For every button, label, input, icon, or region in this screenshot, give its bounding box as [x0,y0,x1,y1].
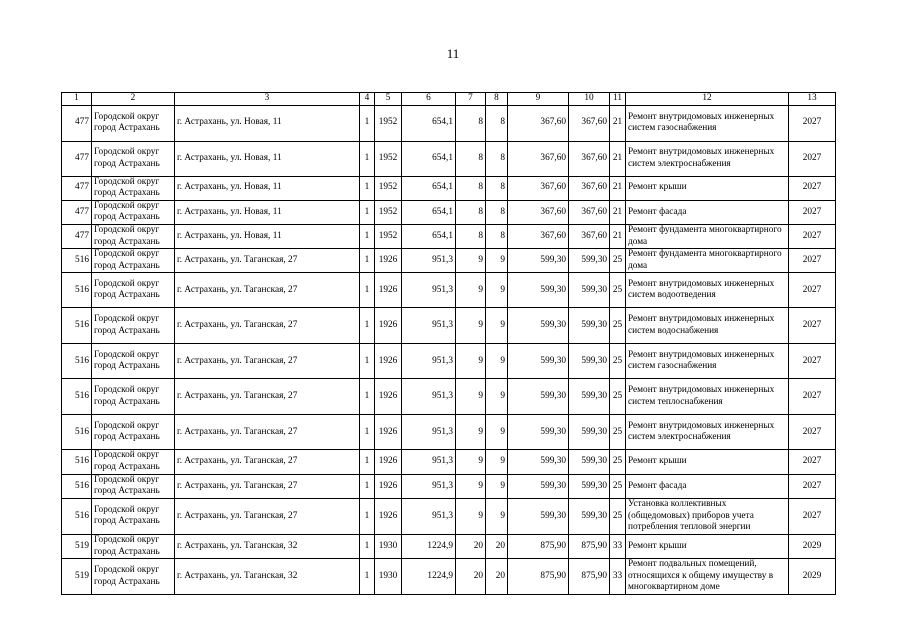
cell-item-number: 519 [62,534,92,558]
cell-item-number: 516 [62,450,92,474]
cell-municipality: Городской округ город Астрахань [92,450,175,474]
cell-work-type: Ремонт внутридомовых инженерных систем газоснабжения [626,105,789,141]
cell-residents-reg: 9 [486,273,508,308]
cell-total-area: 654,1 [402,105,456,141]
cell-address: г. Астрахань, ул. Новая, 11 [175,200,360,224]
cell-planned-year: 2027 [789,498,836,534]
cell-address: г. Астрахань, ул. Таганская, 32 [175,559,360,595]
cell-buildings-count: 1 [360,176,375,200]
cell-municipality: Городской округ город Астрахань [92,498,175,534]
cell-residents-reg: 9 [486,308,508,344]
cell-residents-total: 9 [456,308,486,344]
cell-address: г. Астрахань, ул. Таганская, 27 [175,308,360,344]
cell-area-living-2: 599,30 [569,308,610,344]
cell-address: г. Астрахань, ул. Таганская, 27 [175,273,360,308]
cell-work-type: Ремонт крыши [626,176,789,200]
cell-area-living-2: 599,30 [569,249,610,273]
cell-residents-reg: 8 [486,200,508,224]
cell-municipality: Городской округ город Астрахань [92,308,175,344]
cell-item-number: 516 [62,308,92,344]
table-row [62,379,836,415]
cell-floors: 33 [610,559,626,595]
cell-year-built: 1926 [375,498,402,534]
cell-total-area: 1224,9 [402,534,456,558]
cell-year-built: 1926 [375,474,402,498]
cell-buildings-count: 1 [360,450,375,474]
cell-area-living-2: 875,90 [569,559,610,595]
cell-address: г. Астрахань, ул. Таганская, 27 [175,379,360,415]
cell-municipality: Городской округ город Астрахань [92,344,175,379]
cell-work-type: Ремонт фундамента многоквартирного дома [626,225,789,249]
cell-total-area: 951,3 [402,273,456,308]
cell-area-living-2: 599,30 [569,450,610,474]
cell-area-living-2: 599,30 [569,379,610,415]
cell-buildings-count: 1 [360,379,375,415]
cell-item-number: 519 [62,559,92,595]
cell-municipality: Городской округ город Астрахань [92,225,175,249]
cell-area-living: 599,30 [508,249,569,273]
cell-year-built: 1930 [375,534,402,558]
cell-area-living-2: 599,30 [569,415,610,450]
cell-planned-year: 2027 [789,200,836,224]
cell-total-area: 951,3 [402,450,456,474]
cell-area-living: 599,30 [508,344,569,379]
cell-planned-year: 2029 [789,559,836,595]
cell-work-type: Ремонт внутридомовых инженерных систем водоотведения [626,273,789,308]
cell-residents-total: 8 [456,105,486,141]
cell-planned-year: 2027 [789,141,836,176]
cell-residents-reg: 9 [486,498,508,534]
column-header-13: 13 [789,93,836,106]
cell-residents-total: 20 [456,559,486,595]
table-row [62,344,836,379]
cell-year-built: 1952 [375,105,402,141]
column-header-11: 11 [610,93,626,106]
table-row [62,474,836,498]
column-header-5: 5 [375,93,402,106]
column-header-3: 3 [175,93,360,106]
cell-area-living-2: 599,30 [569,273,610,308]
table-row [62,249,836,273]
cell-work-type: Ремонт крыши [626,450,789,474]
cell-residents-reg: 9 [486,415,508,450]
cell-year-built: 1926 [375,344,402,379]
cell-area-living: 599,30 [508,308,569,344]
cell-residents-total: 9 [456,474,486,498]
cell-planned-year: 2027 [789,105,836,141]
cell-area-living: 599,30 [508,450,569,474]
cell-buildings-count: 1 [360,249,375,273]
cell-work-type: Установка коллективных (общедомовых) приборов учета потребления тепловой энергии [626,498,789,534]
cell-planned-year: 2027 [789,176,836,200]
cell-planned-year: 2027 [789,308,836,344]
cell-buildings-count: 1 [360,559,375,595]
cell-residents-reg: 9 [486,249,508,273]
cell-planned-year: 2027 [789,249,836,273]
cell-residents-total: 9 [456,273,486,308]
cell-address: г. Астрахань, ул. Таганская, 27 [175,415,360,450]
cell-buildings-count: 1 [360,225,375,249]
cell-year-built: 1930 [375,559,402,595]
cell-floors: 21 [610,225,626,249]
cell-floors: 25 [610,415,626,450]
cell-planned-year: 2027 [789,344,836,379]
cell-address: г. Астрахань, ул. Таганская, 27 [175,344,360,379]
cell-residents-total: 9 [456,249,486,273]
cell-floors: 25 [610,474,626,498]
cell-address: г. Астрахань, ул. Новая, 11 [175,105,360,141]
cell-item-number: 516 [62,249,92,273]
table-row [62,105,836,141]
cell-address: г. Астрахань, ул. Таганская, 27 [175,474,360,498]
cell-item-number: 516 [62,379,92,415]
cell-area-living-2: 599,30 [569,498,610,534]
cell-municipality: Городской округ город Астрахань [92,415,175,450]
cell-planned-year: 2029 [789,534,836,558]
cell-buildings-count: 1 [360,273,375,308]
repair-registry-table [61,92,836,595]
cell-year-built: 1926 [375,415,402,450]
cell-area-living-2: 599,30 [569,474,610,498]
table-row [62,308,836,344]
cell-planned-year: 2027 [789,379,836,415]
table-row [62,200,836,224]
cell-total-area: 951,3 [402,249,456,273]
cell-item-number: 516 [62,273,92,308]
cell-residents-reg: 8 [486,105,508,141]
cell-year-built: 1952 [375,176,402,200]
cell-residents-reg: 8 [486,225,508,249]
cell-work-type: Ремонт подвальных помещений, относящихся к общему имуществу в многоквартирном доме [626,559,789,595]
cell-municipality: Городской округ город Астрахань [92,249,175,273]
cell-work-type: Ремонт фасада [626,474,789,498]
cell-address: г. Астрахань, ул. Таганская, 27 [175,249,360,273]
cell-buildings-count: 1 [360,415,375,450]
cell-area-living: 875,90 [508,559,569,595]
table-row [62,273,836,308]
cell-total-area: 951,3 [402,344,456,379]
cell-floors: 25 [610,498,626,534]
cell-year-built: 1926 [375,273,402,308]
cell-work-type: Ремонт фасада [626,200,789,224]
table-row [62,176,836,200]
cell-planned-year: 2027 [789,450,836,474]
cell-municipality: Городской округ город Астрахань [92,474,175,498]
cell-area-living: 599,30 [508,415,569,450]
column-header-6: 6 [402,93,456,106]
cell-residents-total: 8 [456,141,486,176]
cell-area-living: 367,60 [508,141,569,176]
cell-year-built: 1952 [375,141,402,176]
cell-address: г. Астрахань, ул. Новая, 11 [175,141,360,176]
cell-municipality: Городской округ город Астрахань [92,200,175,224]
cell-item-number: 516 [62,498,92,534]
cell-item-number: 477 [62,225,92,249]
cell-buildings-count: 1 [360,105,375,141]
cell-planned-year: 2027 [789,474,836,498]
table-row [62,225,836,249]
cell-planned-year: 2027 [789,415,836,450]
cell-address: г. Астрахань, ул. Таганская, 27 [175,498,360,534]
cell-residents-reg: 9 [486,450,508,474]
cell-address: г. Астрахань, ул. Таганская, 32 [175,534,360,558]
cell-area-living: 599,30 [508,379,569,415]
table-row [62,498,836,534]
cell-floors: 33 [610,534,626,558]
cell-area-living: 367,60 [508,176,569,200]
cell-area-living-2: 599,30 [569,344,610,379]
cell-area-living: 599,30 [508,498,569,534]
cell-address: г. Астрахань, ул. Таганская, 27 [175,450,360,474]
cell-buildings-count: 1 [360,141,375,176]
cell-planned-year: 2027 [789,273,836,308]
cell-area-living: 599,30 [508,273,569,308]
cell-area-living: 875,90 [508,534,569,558]
cell-residents-total: 8 [456,176,486,200]
cell-address: г. Астрахань, ул. Новая, 11 [175,176,360,200]
cell-residents-total: 9 [456,450,486,474]
column-header-1: 1 [62,93,92,106]
cell-residents-total: 20 [456,534,486,558]
cell-total-area: 654,1 [402,141,456,176]
cell-item-number: 516 [62,474,92,498]
cell-residents-reg: 9 [486,344,508,379]
cell-item-number: 516 [62,344,92,379]
cell-area-living-2: 367,60 [569,225,610,249]
cell-total-area: 951,3 [402,308,456,344]
column-header-10: 10 [569,93,610,106]
cell-area-living-2: 875,90 [569,534,610,558]
cell-total-area: 951,3 [402,415,456,450]
cell-total-area: 654,1 [402,200,456,224]
cell-floors: 21 [610,200,626,224]
cell-area-living: 367,60 [508,200,569,224]
cell-work-type: Ремонт крыши [626,534,789,558]
cell-floors: 25 [610,450,626,474]
table-row [62,141,836,176]
cell-floors: 21 [610,105,626,141]
cell-municipality: Городской округ город Астрахань [92,559,175,595]
cell-buildings-count: 1 [360,308,375,344]
cell-item-number: 477 [62,200,92,224]
cell-residents-total: 9 [456,415,486,450]
table-row [62,534,836,558]
cell-municipality: Городской округ город Астрахань [92,534,175,558]
cell-total-area: 654,1 [402,176,456,200]
cell-year-built: 1952 [375,200,402,224]
cell-work-type: Ремонт внутридомовых инженерных систем теплоснабжения [626,379,789,415]
cell-total-area: 654,1 [402,225,456,249]
cell-area-living-2: 367,60 [569,141,610,176]
cell-year-built: 1952 [375,225,402,249]
cell-residents-reg: 9 [486,379,508,415]
cell-item-number: 477 [62,176,92,200]
cell-area-living-2: 367,60 [569,200,610,224]
cell-floors: 21 [610,141,626,176]
cell-work-type: Ремонт фундамента многоквартирного дома [626,249,789,273]
cell-municipality: Городской округ город Астрахань [92,141,175,176]
cell-municipality: Городской округ город Астрахань [92,379,175,415]
cell-work-type: Ремонт внутридомовых инженерных систем электроснабжения [626,141,789,176]
table-row [62,415,836,450]
cell-residents-total: 9 [456,498,486,534]
column-header-4: 4 [360,93,375,106]
cell-work-type: Ремонт внутридомовых инженерных систем водоснабжения [626,308,789,344]
cell-floors: 25 [610,308,626,344]
cell-buildings-count: 1 [360,534,375,558]
cell-area-living: 367,60 [508,105,569,141]
cell-year-built: 1926 [375,249,402,273]
cell-total-area: 951,3 [402,498,456,534]
cell-floors: 25 [610,379,626,415]
cell-residents-reg: 8 [486,141,508,176]
cell-area-living: 599,30 [508,474,569,498]
cell-buildings-count: 1 [360,474,375,498]
column-header-7: 7 [456,93,486,106]
cell-floors: 25 [610,273,626,308]
cell-work-type: Ремонт внутридомовых инженерных систем электроснабжения [626,415,789,450]
cell-floors: 25 [610,344,626,379]
cell-residents-reg: 20 [486,534,508,558]
cell-item-number: 516 [62,415,92,450]
page-number: 11 [446,46,460,61]
cell-address: г. Астрахань, ул. Новая, 11 [175,225,360,249]
cell-year-built: 1926 [375,450,402,474]
cell-item-number: 477 [62,141,92,176]
cell-total-area: 1224,9 [402,559,456,595]
column-number-row [62,93,836,106]
cell-residents-reg: 8 [486,176,508,200]
cell-buildings-count: 1 [360,344,375,379]
cell-total-area: 951,3 [402,379,456,415]
cell-residents-total: 8 [456,225,486,249]
column-header-9: 9 [508,93,569,106]
cell-residents-reg: 20 [486,559,508,595]
cell-total-area: 951,3 [402,474,456,498]
cell-area-living-2: 367,60 [569,105,610,141]
column-header-8: 8 [486,93,508,106]
cell-floors: 21 [610,176,626,200]
cell-area-living: 367,60 [508,225,569,249]
cell-year-built: 1926 [375,308,402,344]
cell-buildings-count: 1 [360,200,375,224]
cell-item-number: 477 [62,105,92,141]
cell-residents-reg: 9 [486,474,508,498]
cell-municipality: Городской округ город Астрахань [92,273,175,308]
cell-work-type: Ремонт внутридомовых инженерных систем газоснабжения [626,344,789,379]
column-header-2: 2 [92,93,175,106]
cell-floors: 25 [610,249,626,273]
cell-residents-total: 8 [456,200,486,224]
cell-year-built: 1926 [375,379,402,415]
table-row [62,559,836,595]
cell-municipality: Городской округ город Астрахань [92,105,175,141]
table-row [62,450,836,474]
cell-residents-total: 9 [456,344,486,379]
cell-area-living-2: 367,60 [569,176,610,200]
cell-planned-year: 2027 [789,225,836,249]
cell-municipality: Городской округ город Астрахань [92,176,175,200]
column-header-12: 12 [626,93,789,106]
cell-residents-total: 9 [456,379,486,415]
cell-buildings-count: 1 [360,498,375,534]
